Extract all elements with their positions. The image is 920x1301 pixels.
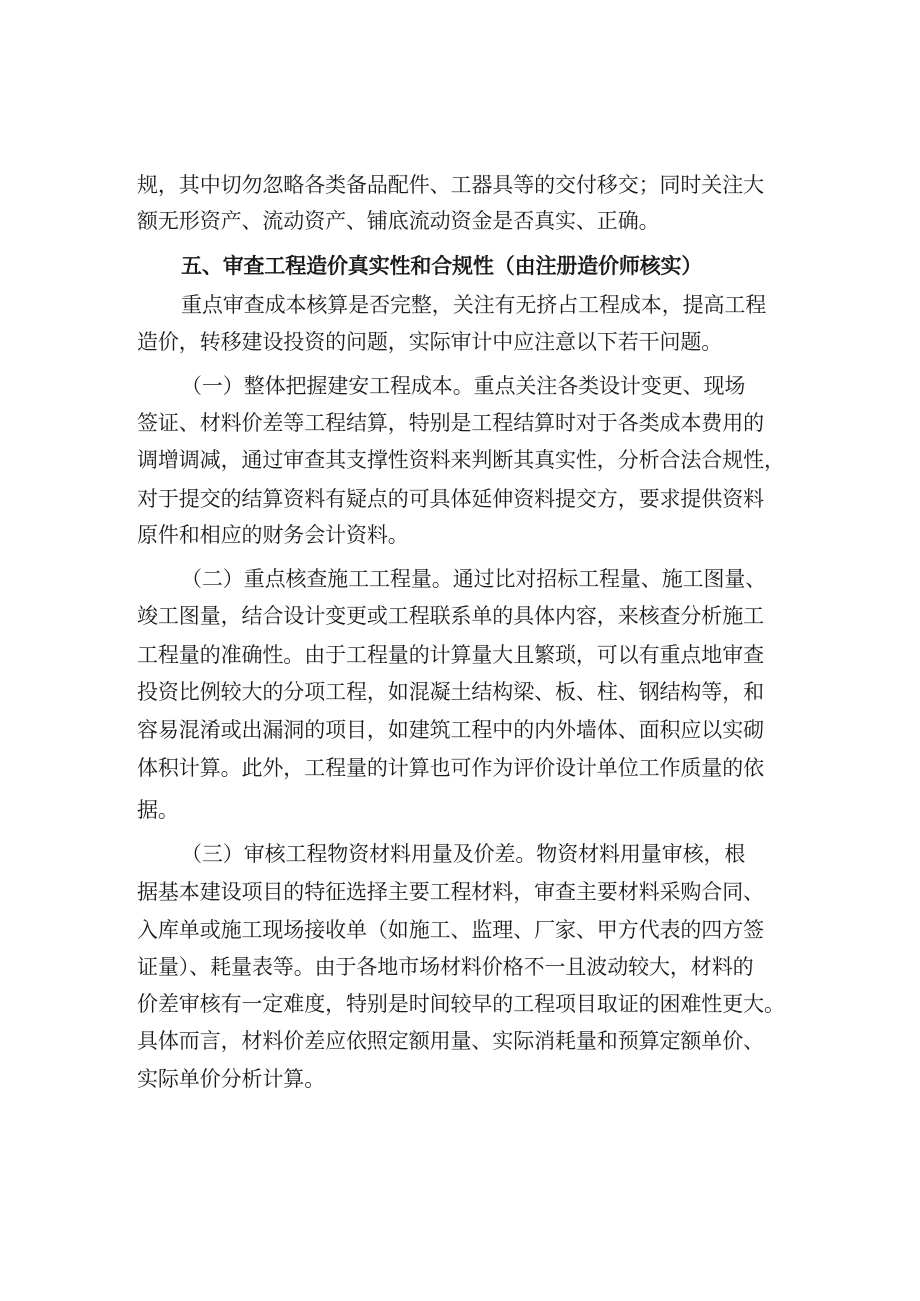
paragraph-line: 体积计算。此外，工程量的计算也可作为评价设计单位工作质量的依 bbox=[137, 756, 764, 780]
paragraph-line: （二）重点核查施工工程量。通过比对招标工程量、施工图量、 bbox=[181, 567, 767, 591]
paragraph-line: 规，其中切勿忽略各类备品配件、工器具等的交付移交；同时关注大 bbox=[137, 173, 764, 197]
paragraph-line: 实际单价分析计算。 bbox=[137, 1067, 326, 1091]
paragraph-line: 对于提交的结算资料有疑点的可具体延伸资料提交方，要求提供资料 bbox=[137, 487, 764, 511]
paragraph-line: 调增调减，通过审查其支撑性资料来判断其真实性，分析合法合规性， bbox=[137, 448, 785, 472]
paragraph-line: 据。 bbox=[137, 798, 179, 822]
paragraph-line: （一）整体把握建安工程成本。重点关注各类设计变更、现场 bbox=[181, 374, 746, 398]
paragraph-line: 签证、材料价差等工程结算，特别是工程结算时对于各类成本费用的 bbox=[137, 411, 764, 435]
paragraph-line: 原件和相应的财务会计资料。 bbox=[137, 523, 409, 547]
paragraph-line: 具体而言，材料价差应依照定额用量、实际消耗量和预算定额单价、 bbox=[137, 1029, 764, 1053]
paragraph-line: 投资比例较大的分项工程，如混凝土结构梁、板、柱、钢结构等，和 bbox=[137, 680, 764, 704]
paragraph-line: 价差审核有一定难度，特别是时间较早的工程项目取证的困难性更大。 bbox=[137, 992, 785, 1016]
paragraph-line: 造价，转移建设投资的问题，实际审计中应注意以下若干问题。 bbox=[137, 330, 723, 354]
paragraph-line: 工程量的准确性。由于工程量的计算量大且繁琐，可以有重点地审查 bbox=[137, 643, 764, 667]
section-heading: 五、审查工程造价真实性和合规性（由注册造价师核实） bbox=[181, 254, 703, 278]
paragraph-line: 重点审查成本核算是否完整，关注有无挤占工程成本，提高工程 bbox=[181, 293, 767, 317]
paragraph-line: 证量）、耗量表等。由于各地市场材料价格不一且波动较大，材料的 bbox=[137, 955, 754, 979]
paragraph-line: （三）审核工程物资材料用量及价差。物资材料用量审核，根 bbox=[181, 842, 746, 866]
paragraph-line: 据基本建设项目的特征选择主要工程材料，审查主要材料采购合同、 bbox=[137, 880, 764, 904]
paragraph-line: 入库单或施工现场接收单（如施工、监理、厂家、甲方代表的四方签 bbox=[137, 918, 764, 942]
paragraph-line: 竣工图量，结合设计变更或工程联系单的具体内容，来核查分析施工 bbox=[137, 604, 764, 628]
paragraph-line: 容易混淆或出漏洞的项目，如建筑工程中的内外墙体、面积应以实砌 bbox=[137, 718, 764, 742]
paragraph-line: 额无形资产、流动资产、铺底流动资金是否真实、正确。 bbox=[137, 209, 660, 233]
